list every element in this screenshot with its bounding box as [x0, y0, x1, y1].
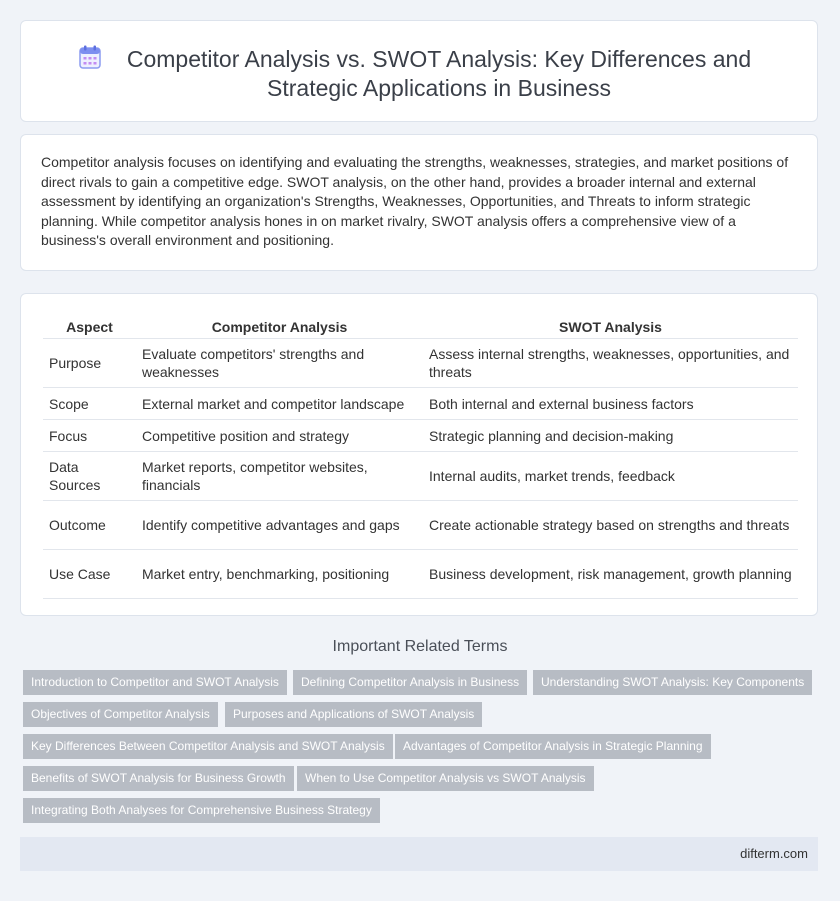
related-term-tag[interactable]: When to Use Competitor Analysis vs SWOT Analysis: [297, 766, 594, 791]
competitor-cell: Market entry, benchmarking, positioning: [136, 550, 423, 599]
swot-cell: Both internal and external business factors: [423, 388, 798, 420]
header-swot-analysis: SWOT Analysis: [423, 314, 798, 339]
table-row: [43, 452, 798, 501]
swot-cell: Create actionable strategy based on strengths and threats: [423, 501, 798, 550]
table-row: [43, 339, 798, 388]
table-header-row: [43, 314, 798, 339]
intro-card: [20, 134, 818, 271]
competitor-cell: Market reports, competitor websites, financials: [136, 452, 423, 501]
intro-paragraph: Competitor analysis focuses on identifying and evaluating the strengths, weaknesses, strategies, and market positions of direct rivals to gain a competitive edge. SWOT analysis, on the other hand, provides a broader internal and external assessment by identifying an organization's Strengths, Weaknesses, Opportunities, and Threats to inform strategic planning. While competitor analysis hones in on market rivalry, SWOT analysis offers a comprehensive view of a business's overall environment and positioning.: [41, 154, 789, 248]
related-term-tag[interactable]: Advantages of Competitor Analysis in Strategic Planning: [395, 734, 711, 759]
header-competitor-analysis: Competitor Analysis: [136, 314, 423, 339]
aspect-cell: Outcome: [43, 501, 136, 550]
table-row: [43, 501, 798, 550]
table-row: [43, 388, 798, 420]
competitor-cell: Identify competitive advantages and gaps: [136, 501, 423, 550]
competitor-cell: External market and competitor landscape: [136, 388, 423, 420]
swot-cell: Internal audits, market trends, feedback: [423, 452, 798, 501]
table-row: [43, 550, 798, 599]
competitor-cell: Evaluate competitors' strengths and weaknesses: [136, 339, 423, 388]
swot-cell: Strategic planning and decision-making: [423, 420, 798, 452]
related-term-tag[interactable]: Key Differences Between Competitor Analysis and SWOT Analysis: [23, 734, 393, 759]
related-term-tag[interactable]: Objectives of Competitor Analysis: [23, 702, 218, 727]
swot-cell: Business development, risk management, growth planning: [423, 550, 798, 599]
comparison-table-card: [20, 293, 818, 616]
related-term-tag[interactable]: Understanding SWOT Analysis: Key Components: [533, 670, 812, 695]
page-title: Competitor Analysis vs. SWOT Analysis: Key Differences and Strategic Applications in Business: [126, 46, 752, 101]
competitor-cell: Competitive position and strategy: [136, 420, 423, 452]
related-term-tag[interactable]: Benefits of SWOT Analysis for Business Growth: [23, 766, 294, 791]
table-row: [43, 420, 798, 452]
title-card: [20, 20, 818, 122]
related-term-tag[interactable]: Introduction to Competitor and SWOT Analysis: [23, 670, 287, 695]
header-aspect: Aspect: [43, 314, 136, 339]
aspect-cell: Data Sources: [43, 452, 136, 501]
swot-cell: Assess internal strengths, weaknesses, opportunities, and threats: [423, 339, 798, 388]
related-term-tag[interactable]: Defining Competitor Analysis in Business: [293, 670, 527, 695]
footer-site-link[interactable]: difterm.com: [740, 846, 808, 861]
comparison-table: [43, 314, 798, 599]
footer: [20, 837, 818, 871]
aspect-cell: Use Case: [43, 550, 136, 599]
aspect-cell: Purpose: [43, 339, 136, 388]
related-terms-heading: Important Related Terms: [332, 638, 508, 655]
aspect-cell: Focus: [43, 420, 136, 452]
aspect-cell: Scope: [43, 388, 136, 420]
related-term-tag[interactable]: Purposes and Applications of SWOT Analysis: [225, 702, 482, 727]
related-term-tag[interactable]: Integrating Both Analyses for Comprehensive Business Strategy: [23, 798, 380, 823]
